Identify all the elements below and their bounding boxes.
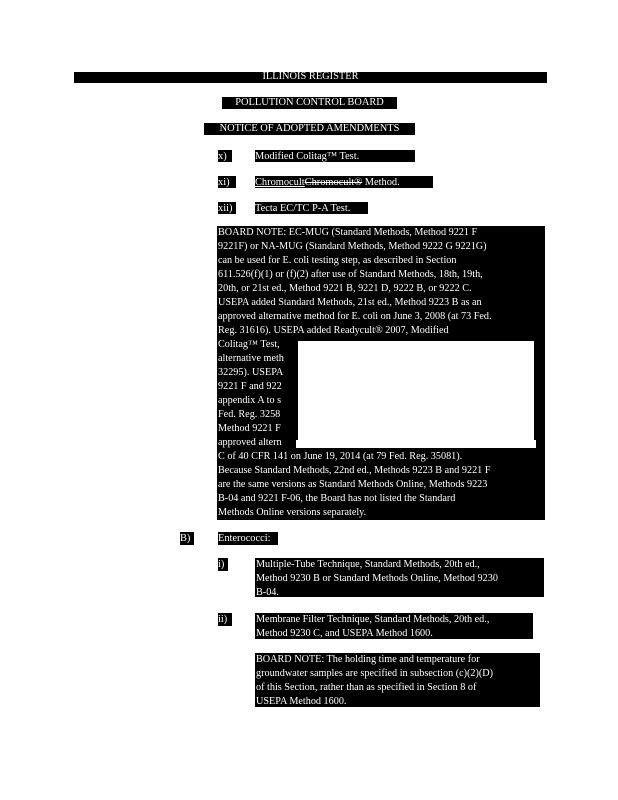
section-b-num: B) — [180, 532, 194, 545]
note1-line-15: Method 9221 F — [218, 423, 281, 434]
note1-line-3: can be used for E. coli testing step, as described in Section — [218, 255, 457, 266]
sub-i-line-2: Method 9230 B or Standard Methods Online, Method 9230 — [256, 573, 498, 584]
note1-line-4: 611.526(f)(1) or (f)(2) after use of Standard Methods, 18th, 19th, — [218, 269, 483, 280]
note1-line-7: approved alternative method for E. coli on June 3, 2008 (at 73 Fed. — [218, 311, 492, 322]
register-title: ILLINOIS REGISTER — [262, 71, 359, 82]
item-xii-text: Tecta EC/TC P-A Test. — [255, 202, 368, 214]
note1-line-16: approved altern — [218, 437, 282, 448]
item-xi-deleted: Chromocult® — [304, 177, 363, 188]
note1-line-20: B-04 and 9221 F-06, the Board has not listed the Standard — [218, 493, 456, 504]
note2-line-2: groundwater samples are specified in subsection (c)(2)(D) — [256, 668, 494, 679]
item-xi-text — [255, 176, 433, 188]
redacted-white-region — [298, 341, 534, 444]
sub-item-i-num: i) — [218, 558, 228, 571]
note1-line-17: C of 40 CFR 141 on June 19, 2014 (at 79 Fed. Reg. 35081). — [218, 451, 463, 462]
note1-line-12: 9221 F and 922 — [218, 381, 282, 392]
note1-line-19: are the same versions as Standard Methods Online, Methods 9223 — [218, 479, 488, 490]
sub-item-ii-num: ii) — [218, 613, 232, 626]
header-register-bar — [74, 72, 547, 83]
item-xii-num: xii) — [218, 202, 236, 214]
section-b-label: Enterococci: — [218, 532, 278, 545]
sub-item-ii-text — [255, 613, 533, 639]
item-x-num: x) — [218, 150, 232, 162]
note1-line-2: 9221F) or NA-MUG (Standard Methods, Method 9222 G 9221G) — [218, 241, 487, 252]
sub-i-line-3: B-04. — [256, 587, 279, 598]
note2-line-3: of this Section, rather than as specified in Section 8 of — [256, 682, 477, 693]
note2-line-1: BOARD NOTE: The holding time and temperature for — [256, 654, 480, 665]
note1-line-8: Reg. 31616). USEPA added Readycult® 2007, Modified — [218, 325, 449, 336]
note1-line-5: 20th, or 21st ed., Method 9221 B, 9221 D, 9222 B, or 9222 C. — [218, 283, 472, 294]
note1-line-6: USEPA added Standard Methods, 21st ed., Method 9223 B as an — [218, 297, 482, 308]
item-xi-rest: Method. — [362, 177, 400, 188]
item-xi-num: xi) — [218, 176, 236, 188]
board-note-2 — [255, 653, 540, 707]
note1-line-10: alternative meth — [218, 353, 284, 364]
item-xi-inserted: Chromocult — [255, 177, 305, 188]
note1-line-13: appendix A to s — [218, 395, 282, 406]
sub-i-line-1: Multiple-Tube Technique, Standard Methods, 20th ed., — [256, 559, 480, 570]
sub-ii-line-2: Method 9230 C, and USEPA Method 1600. — [256, 628, 433, 639]
sub-item-i-text — [255, 558, 544, 597]
notice-title: NOTICE OF ADOPTED AMENDMENTS — [204, 123, 415, 135]
note1-line-1: BOARD NOTE: EC-MUG (Standard Methods, Method 9221 F — [218, 227, 478, 238]
note1-line-11: 32295). USEPA — [218, 367, 284, 378]
note1-line-9: Colitag™ Test, — [218, 339, 280, 350]
board-title: POLLUTION CONTROL BOARD — [222, 97, 397, 109]
sub-ii-line-1: Membrane Filter Technique, Standard Methods, 20th ed., — [256, 614, 490, 625]
note2-line-4: USEPA Method 1600. — [256, 696, 347, 707]
note1-line-21: Methods Online versions separately. — [218, 507, 367, 518]
item-x-text: Modified Colitag™ Test. — [255, 150, 415, 162]
note1-line-18: Because Standard Methods, 22nd ed., Methods 9223 B and 9221 F — [218, 465, 491, 476]
note1-line-14: Fed. Reg. 3258 — [218, 409, 281, 420]
redacted-white-region-2 — [296, 440, 536, 448]
